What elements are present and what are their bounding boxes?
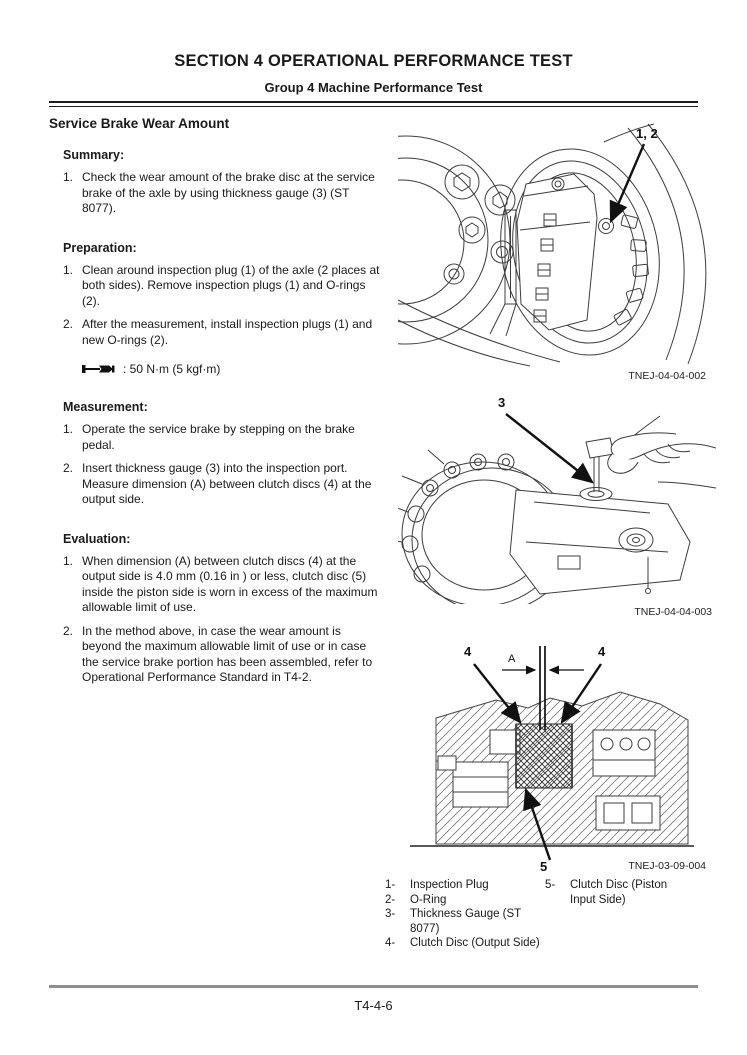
list-item — [63, 554, 393, 616]
legend-label: Thickness Gauge (ST 8077) — [410, 908, 522, 935]
legend-item — [385, 878, 545, 893]
figure2-callout-label: 3 — [498, 395, 506, 410]
legend-number: 4- — [385, 937, 396, 949]
item-text: Check the wear amount of the brake disc at the service brake of the axle by using thickness gauge (3) (ST 8077). — [82, 170, 375, 215]
figure3-code: TNEJ-03-09-004 — [628, 860, 706, 872]
legend-item — [385, 893, 545, 908]
header-double-rule — [49, 101, 698, 107]
figure2-code: TNEJ-04-04-003 — [634, 606, 712, 618]
page-title: Service Brake Wear Amount — [49, 116, 230, 131]
legend-label: Clutch Disc (Piston Input Side) — [570, 879, 668, 906]
gauge-insertion-illustration — [398, 392, 716, 604]
item-text: After the measurement, install inspection plugs (1) and new O-rings (2). — [82, 317, 373, 347]
item-number: 2. — [63, 317, 74, 331]
item-number: 1. — [63, 422, 74, 436]
list-item — [63, 170, 393, 217]
measurement-heading: Measurement: — [63, 400, 148, 414]
item-number: 1. — [63, 553, 74, 568]
preparation-heading: Preparation: — [63, 240, 137, 255]
legend-item — [545, 878, 685, 907]
figure1-callout-label: 1, 2 — [636, 126, 658, 141]
legend-number: 3- — [385, 908, 396, 920]
legend-item — [385, 936, 545, 951]
item-number: 2. — [63, 623, 74, 638]
item-number: 1. — [63, 170, 74, 184]
evaluation-heading: Evaluation: — [63, 531, 131, 546]
legend-label: Clutch Disc (Output Side) — [410, 937, 540, 949]
list-item — [63, 422, 393, 453]
figure3-callout-5: 5 — [540, 859, 548, 872]
group-title: Group 4 Machine Performance Test — [264, 80, 483, 95]
legend-number: 5- — [545, 879, 556, 891]
footer-rule — [49, 985, 698, 988]
dimension-a-label: A — [508, 653, 516, 665]
item-text: In the method above, in case the wear amount is beyond the maximum allowable limit of use or in case the service brake portion has been assembled, refer to Operational Performance Standard in T4-2. — [82, 623, 373, 684]
torque-spec-row — [82, 362, 393, 376]
item-text: Clean around inspection plug (1) of the axle (2 places at both sides). Remove inspection plugs (1) and O-rings (2). — [82, 262, 380, 308]
legend-label: O-Ring — [410, 893, 447, 906]
item-number: 2. — [63, 461, 74, 475]
axle-brake-illustration — [398, 122, 710, 368]
item-text: When dimension (A) between clutch discs (4) at the output side is 4.0 mm (0.16 in ) or less, clutch disc (5) inside the piston side is worn in excess of the maximum allowable limit of use. — [82, 553, 378, 614]
legend-number: 2- — [385, 893, 396, 906]
figure-service-brake-axle — [398, 122, 710, 382]
cross-section-illustration — [398, 638, 710, 872]
legend-number: 1- — [385, 879, 396, 891]
legend-column-2 — [545, 878, 685, 951]
torque-value: : 50 N·m (5 kgf·m) — [123, 362, 221, 376]
torque-wrench-icon — [82, 363, 116, 375]
list-item — [63, 317, 393, 348]
legend-item — [385, 907, 545, 936]
figure-thickness-gauge-insertion — [398, 392, 716, 618]
list-item — [63, 461, 393, 508]
section-title: SECTION 4 OPERATIONAL PERFORMANCE TEST — [174, 52, 573, 70]
page-number: T4-4-6 — [354, 998, 393, 1013]
item-text: Operate the service brake by stepping on the brake pedal. — [82, 422, 355, 452]
list-item — [63, 624, 393, 686]
figure-brake-cross-section — [398, 638, 710, 872]
figure3-callout-4-right: 4 — [598, 644, 606, 659]
legend-label: Inspection Plug — [410, 879, 489, 891]
figure3-callout-4-left: 4 — [464, 644, 472, 659]
item-text: Insert thickness gauge (3) into the inspection port. Measure dimension (A) between clutch discs (4) at the output side. — [82, 461, 372, 506]
legend-column-1 — [385, 878, 545, 951]
parts-legend — [385, 878, 685, 951]
list-item — [63, 263, 393, 310]
figure1-code: TNEJ-04-04-002 — [628, 370, 706, 382]
item-number: 1. — [63, 262, 74, 277]
summary-heading: Summary: — [63, 148, 125, 162]
body-text-column — [63, 148, 393, 686]
